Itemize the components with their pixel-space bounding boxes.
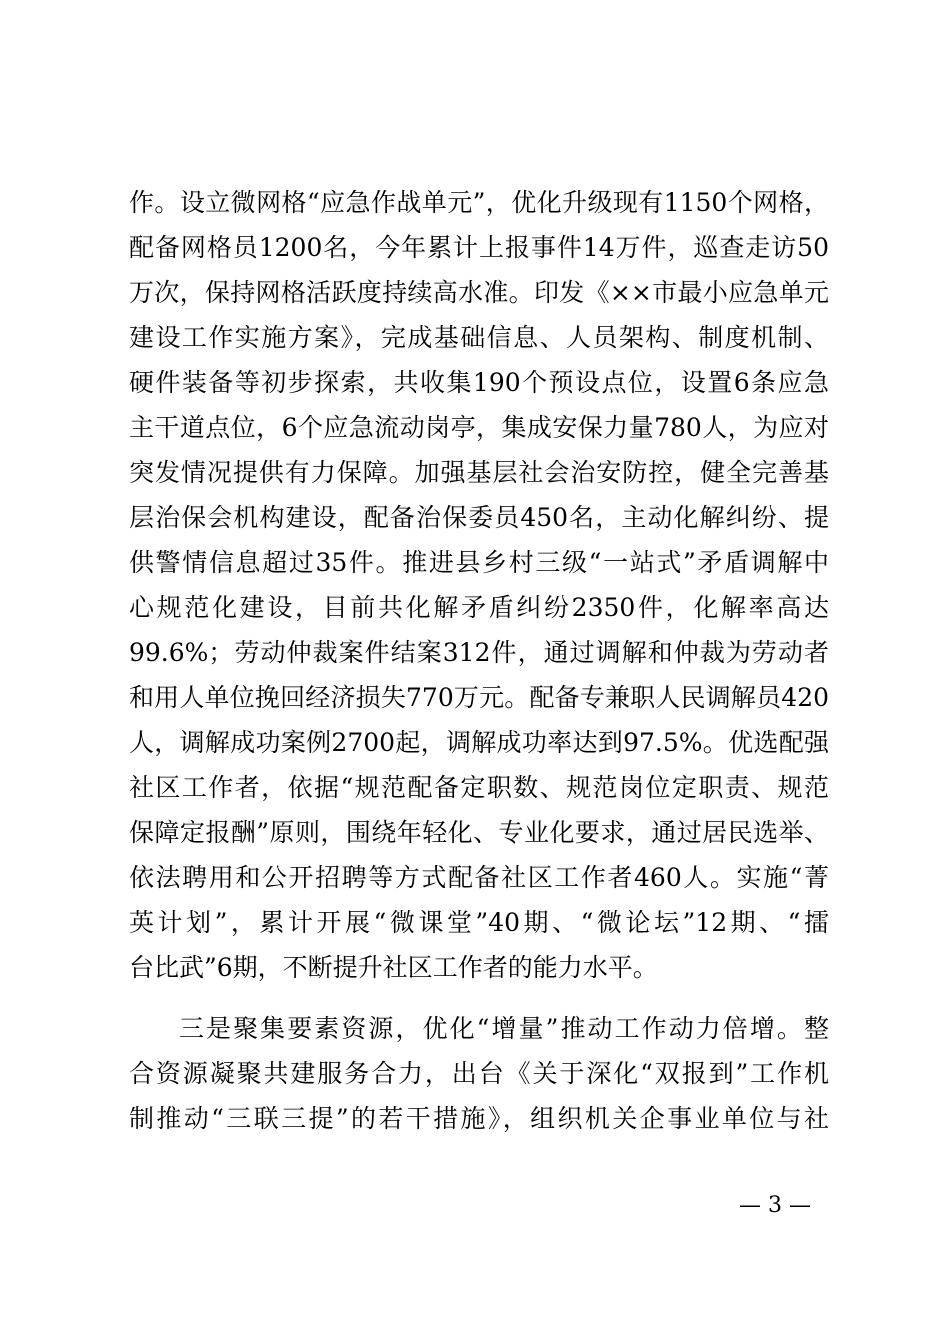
text-line: 层治保会机构建设，配备治保委员450名，主动化解纠纷、提: [129, 503, 829, 532]
text-line: 建设工作实施方案》，完成基础信息、人员架构、制度机制、: [129, 323, 829, 352]
page-number: — 3 —: [739, 1193, 811, 1218]
text-line: 合资源凝聚共建服务合力，出台《关于深化“双报到”工作机: [129, 1059, 829, 1088]
text-line: 依法聘用和公开招聘等方式配备社区工作者460人。实施“菁: [129, 863, 829, 892]
text-line: 突发情况提供有力保障。加强基层社会治安防控，健全完善基: [129, 458, 829, 487]
text-line: 三是聚集要素资源，优化“增量”推动工作动力倍增。整: [179, 1014, 829, 1043]
text-line: 台比武”6期，不断提升社区工作者的能力水平。: [129, 953, 658, 982]
text-line: 作。设立微网格“应急作战单元”，优化升级现有1150个网格，: [129, 188, 829, 217]
text-line: 制推动“三联三提”的若干措施》，组织机关企事业单位与社: [129, 1104, 829, 1133]
text-line: 心规范化建设，目前共化解矛盾纠纷2350件，化解率高达: [129, 593, 829, 622]
text-line: 供警情信息超过35件。推进县乡村三级“一站式”矛盾调解中: [129, 548, 829, 577]
text-line: 硬件装备等初步探索，共收集190个预设点位，设置6条应急: [129, 368, 829, 397]
body-paragraph-2: [129, 1006, 829, 1141]
text-line: 和用人单位挽回经济损失770万元。配备专兼职人民调解员420: [129, 683, 829, 712]
text-line: 社区工作者，依据“规范配备定职数、规范岗位定职责、规范: [129, 773, 829, 802]
text-line: 主干道点位，6个应急流动岗亭，集成安保力量780人，为应对: [129, 413, 829, 442]
text-line: 人，调解成功案例2700起，调解成功率达到97.5%。优选配强: [129, 728, 829, 757]
text-line: 英计划”，累计开展“微课堂”40期、“微论坛”12期、“擂: [129, 908, 829, 937]
text-line: 配备网格员1200名，今年累计上报事件14万件，巡查走访50: [129, 233, 829, 262]
text-line: 保障定报酬”原则，围绕年轻化、专业化要求，通过居民选举、: [129, 818, 829, 847]
text-line: 99.6%；劳动仲裁案件结案312件，通过调解和仲裁为劳动者: [129, 638, 829, 667]
text-line: 万次，保持网格活跃度持续高水准。印发《××市最小应急单元: [129, 278, 829, 307]
body-paragraph-1: [129, 180, 829, 990]
